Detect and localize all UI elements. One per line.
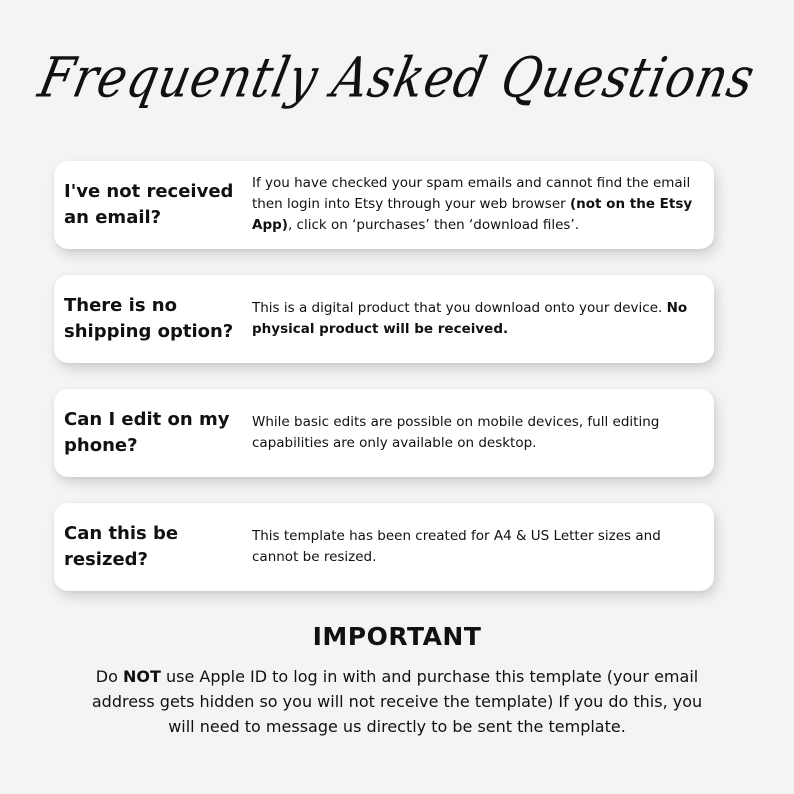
faq-answer-text: This is a digital product that you download onto your device. xyxy=(252,300,667,316)
faq-answer xyxy=(252,275,704,363)
faq-answer xyxy=(252,389,704,477)
faq-answer-text: While basic edits are possible on mobile devices, full editing capabilities are only available on desktop. xyxy=(252,414,660,451)
faq-card-resize xyxy=(54,503,714,591)
faq-answer-text: If you have checked your spam emails and cannot find the email then login into Etsy through your web browser xyxy=(252,175,691,212)
faq-question: I've not received an email? xyxy=(64,181,234,228)
faq-answer-emphasis: (not on the Etsy App) xyxy=(252,196,693,233)
faq-card-shipping xyxy=(54,275,714,363)
faq-answer-text: , click on ‘purchases’ then ‘download files’. xyxy=(287,217,580,233)
important-text: Do xyxy=(95,667,123,686)
faq-question: Can I edit on my phone? xyxy=(64,409,230,456)
faq-answer xyxy=(252,503,704,591)
important-emphasis: NOT xyxy=(122,667,161,686)
faq-answer xyxy=(252,161,704,249)
important-heading: IMPORTANT xyxy=(312,622,482,651)
faq-title-container xyxy=(0,28,794,128)
faq-card-email xyxy=(54,161,714,249)
faq-answer-text: This template has been created for A4 & US Letter sizes and cannot be resized. xyxy=(252,528,661,565)
faq-answer-emphasis: No physical product will be received. xyxy=(252,300,688,337)
important-notice xyxy=(80,664,714,739)
faq-title: Frequently Asked Questions xyxy=(33,45,761,111)
important-text: use Apple ID to log in with and purchase this template (your email address gets hidden so you will not receive the template) If you do this, you will need to message us directly to be sent the template. xyxy=(91,667,703,736)
faq-card-phone xyxy=(54,389,714,477)
faq-question: There is no shipping option? xyxy=(64,295,234,342)
faq-question: Can this be resized? xyxy=(64,523,179,570)
